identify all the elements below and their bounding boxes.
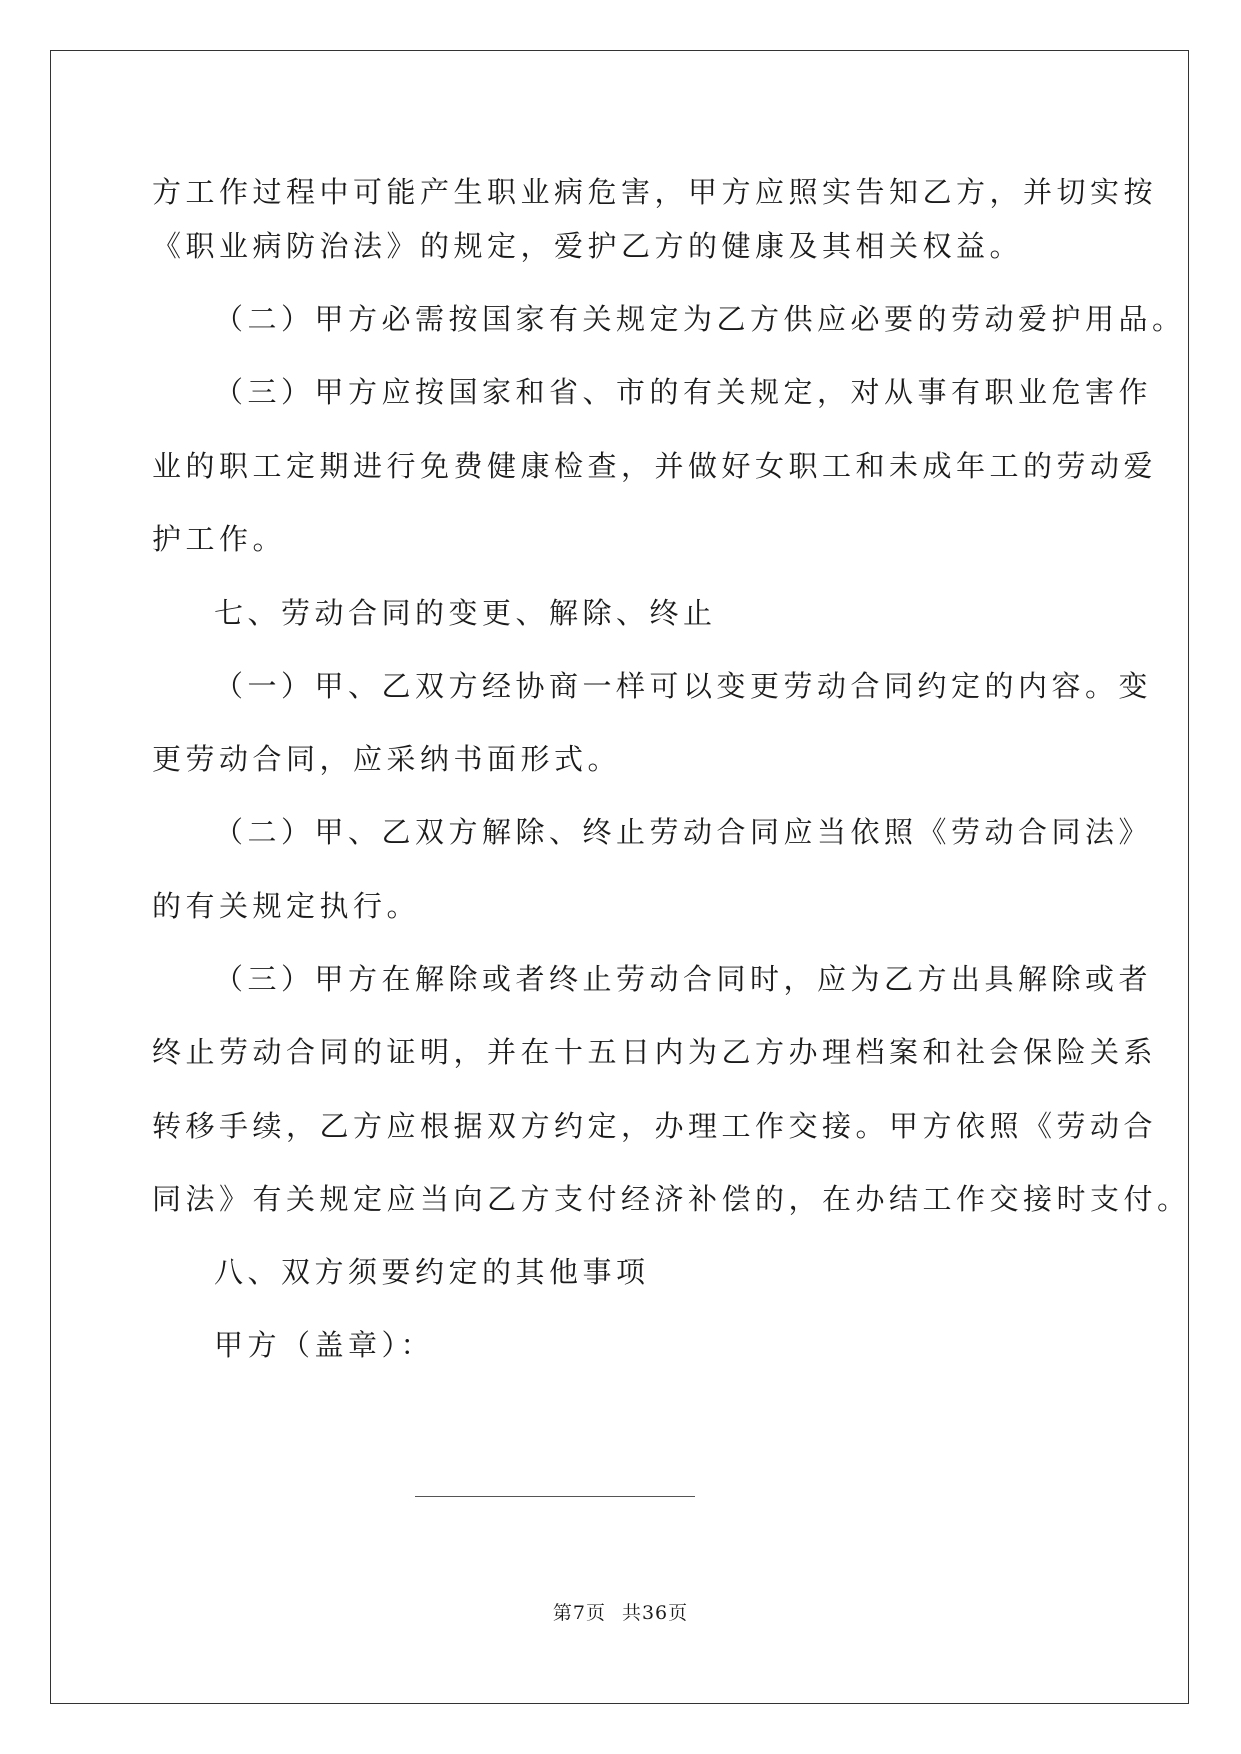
paragraph-line: （一）甲、乙双方经协商一样可以变更劳动合同约定的内容。变 <box>214 669 1153 703</box>
paragraph-line: 更劳动合同，应采纳书面形式。 <box>152 742 622 776</box>
section-heading: 七、劳动合同的变更、解除、终止 <box>214 596 717 630</box>
paragraph-line: 同法》有关规定应当向乙方支付经济补偿的，在办结工作交接时支付。 <box>152 1182 1191 1216</box>
paragraph-line: 业的职工定期进行免费健康检查，并做好女职工和未成年工的劳动爱 <box>152 449 1158 483</box>
page-footer <box>0 1600 1241 1626</box>
paragraph-line: （三）甲方应按国家和省、市的有关规定，对从事有职业危害作 <box>214 375 1153 409</box>
paragraph-line: 的有关规定执行。 <box>152 889 421 923</box>
paragraph-line: （三）甲方在解除或者终止劳动合同时，应为乙方出具解除或者 <box>214 962 1153 996</box>
paragraph-line: 方工作过程中可能产生职业病危害，甲方应照实告知乙方，并切实按 <box>152 175 1158 209</box>
paragraph-line: 终止劳动合同的证明，并在十五日内为乙方办理档案和社会保险关系 <box>152 1035 1158 1069</box>
page-total: 共36页 <box>621 1602 689 1624</box>
paragraph-line: （二）甲方必需按国家有关规定为乙方供应必要的劳动爱护用品。 <box>214 302 1186 336</box>
section-heading: 八、双方须要约定的其他事项 <box>214 1255 650 1289</box>
page-number: 第7页 <box>552 1602 606 1624</box>
signature-label: 甲方（盖章）： <box>214 1328 435 1362</box>
signature-blank <box>415 1496 695 1497</box>
paragraph-line: 护工作。 <box>152 522 287 556</box>
paragraph-line: （二）甲、乙双方解除、终止劳动合同应当依照《劳动合同法》 <box>214 815 1153 849</box>
paragraph-line: 《职业病防治法》的规定，爱护乙方的健康及其相关权益。 <box>152 229 1024 263</box>
paragraph-line: 转移手续，乙方应根据双方约定，办理工作交接。甲方依照《劳动合 <box>152 1109 1158 1143</box>
